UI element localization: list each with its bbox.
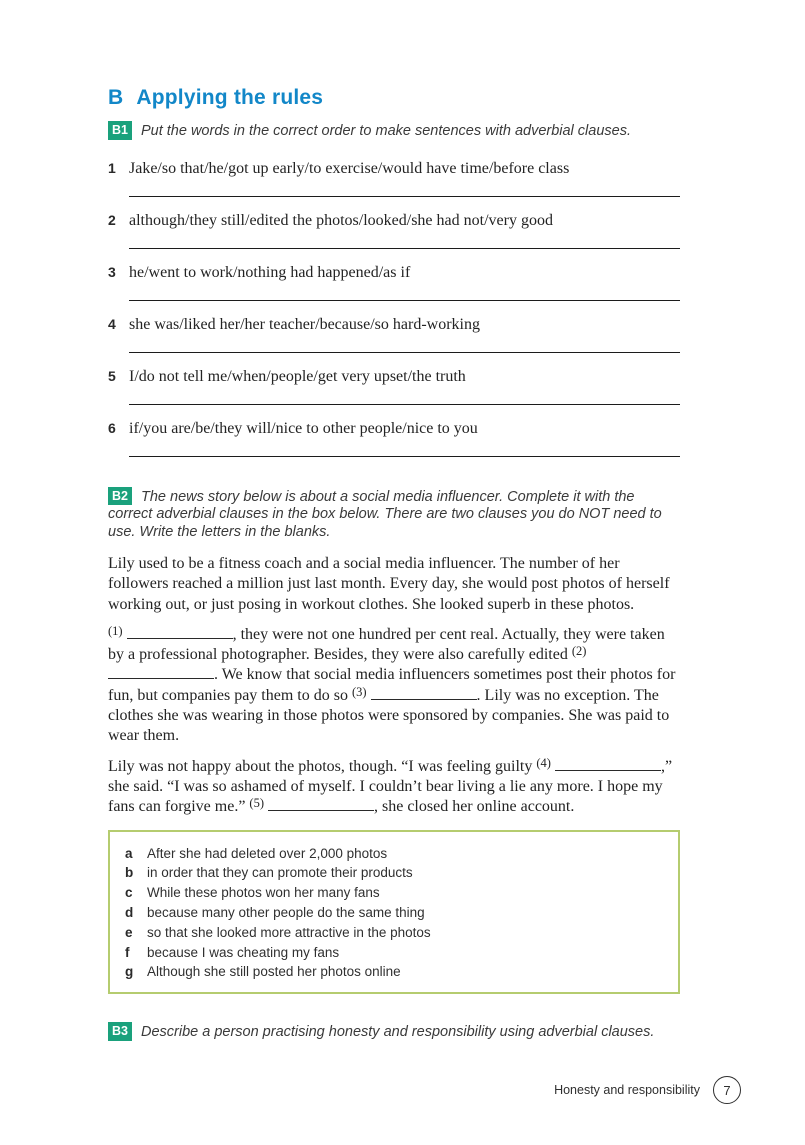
exercise-badge-b1: B1 (108, 121, 132, 140)
item-jumbled-words: if/you are/be/they will/nice to other people/nice to you (129, 419, 478, 437)
answer-writing-line (129, 352, 680, 353)
answer-option (125, 903, 668, 923)
item-number: 2 (108, 211, 116, 228)
exercise-badge-b2: B2 (108, 487, 132, 506)
answer-writing-line (129, 300, 680, 301)
item-number: 1 (108, 159, 116, 176)
b1-item (108, 158, 680, 179)
answer-option (125, 844, 668, 864)
item-number: 4 (108, 315, 116, 332)
b1-item (108, 366, 680, 387)
item-jumbled-words: she was/liked her/her teacher/because/so hard-working (129, 315, 480, 333)
exercise-b2-instruction: The news story below is about a social media influencer. Complete it with the correct adverbial clauses in the box below. There are two clauses you do NOT need to use. Write the letters in the blanks. (108, 488, 662, 540)
exercise-b3-instruction: Describe a person practising honesty and responsibility using adverbial clauses. (140, 1024, 655, 1041)
answer-option (125, 883, 668, 903)
section-title: Applying the rules (136, 86, 324, 109)
item-jumbled-words: he/went to work/nothing had happened/as if (129, 263, 411, 281)
answer-option (125, 962, 668, 982)
blank-number: (2) (571, 644, 587, 659)
item-number: 6 (108, 419, 116, 436)
answer-writing-line (129, 456, 680, 457)
answer-writing-line (129, 248, 680, 249)
option-letter: g (125, 964, 134, 980)
fill-in-blank (108, 667, 214, 679)
fill-in-blank (555, 759, 661, 771)
option-letter: e (125, 924, 133, 940)
page-footer (554, 1076, 741, 1104)
answer-option (125, 943, 668, 963)
section-letter: B (108, 86, 124, 109)
chapter-title: Honesty and responsibility (554, 1083, 700, 1097)
fill-in-blank (127, 627, 233, 639)
blank-number: (5) (249, 796, 264, 811)
exercise-b1-instruction: Put the words in the correct order to make sentences with adverbial clauses. (140, 123, 632, 139)
exercise-b1-instruction-row (108, 121, 680, 141)
blank-number: (3) (351, 684, 367, 699)
section-heading (108, 86, 680, 110)
option-text: in order that they can promote their products (147, 865, 413, 881)
b1-item (108, 210, 680, 231)
answer-option (125, 923, 668, 943)
fill-in-blank (371, 688, 477, 700)
story-paragraph: Lily was not happy about the photos, though. “I was feeling guilty $^{(4)}$ ,” she said. “I was so ashamed of myself. I couldn’t bear living a lie any more. I hope my fans can forgive me.” $^{(5)}$ , she closed her online account. (108, 755, 673, 816)
blank-number: (1) (108, 623, 123, 638)
exercise-b3-instruction-row (108, 1022, 680, 1042)
option-text: so that she looked more attractive in the photos (147, 924, 431, 940)
answer-writing-line (129, 196, 680, 197)
fill-in-blank (268, 799, 374, 811)
item-number: 5 (108, 367, 116, 384)
option-text: because I was cheating my fans (147, 944, 340, 960)
item-jumbled-words: Jake/so that/he/got up early/to exercise/would have time/before class (129, 159, 570, 177)
story-paragraph: $^{(1)}$ , they were not one hundred per cent real. Actually, they were taken by a professional photographer. Besides, they were also carefully edited $^{(2)}$ . We know that social media influencers sometimes post their photos for fun, but companies pay them to do so $^{(3)}$ . Lily was no exception. The clothes she was wearing in those photos were sponsored by companies. She was paid to wear them. (108, 623, 676, 745)
option-text: Although she still posted her photos online (147, 964, 401, 980)
item-number: 3 (108, 263, 116, 280)
option-letter: c (125, 885, 133, 901)
story-paragraph: Lily used to be a fitness coach and a social media influencer. The number of her followers reached a million just last month. Every day, she would post photos of herself working out, or just posing in workout clothes. She looked superb in these photos. (108, 555, 670, 613)
page-content (108, 86, 680, 1042)
option-letter: a (125, 845, 133, 861)
exercise-b2-instruction-row (108, 487, 680, 542)
option-text: After she had deleted over 2,000 photos (147, 845, 388, 861)
item-jumbled-words: I/do not tell me/when/people/get very upset/the truth (129, 367, 466, 385)
answer-writing-line (129, 404, 680, 405)
answer-options-box (108, 830, 680, 995)
b1-item-list (108, 158, 680, 457)
exercise-badge-b3: B3 (108, 1022, 132, 1041)
b1-item (108, 418, 680, 439)
option-letter: b (125, 865, 134, 881)
item-jumbled-words: although/they still/edited the photos/looked/she had not/very good (129, 211, 553, 229)
blank-number: (4) (536, 755, 551, 770)
b2-story (108, 554, 680, 818)
option-letter: d (125, 904, 134, 920)
option-letter: f (125, 944, 130, 960)
option-text: because many other people do the same thing (147, 904, 425, 920)
page-number-badge: 7 (713, 1076, 741, 1104)
b1-item (108, 314, 680, 335)
option-text: While these photos won her many fans (147, 885, 380, 901)
answer-option (125, 863, 668, 883)
b1-item (108, 262, 680, 283)
